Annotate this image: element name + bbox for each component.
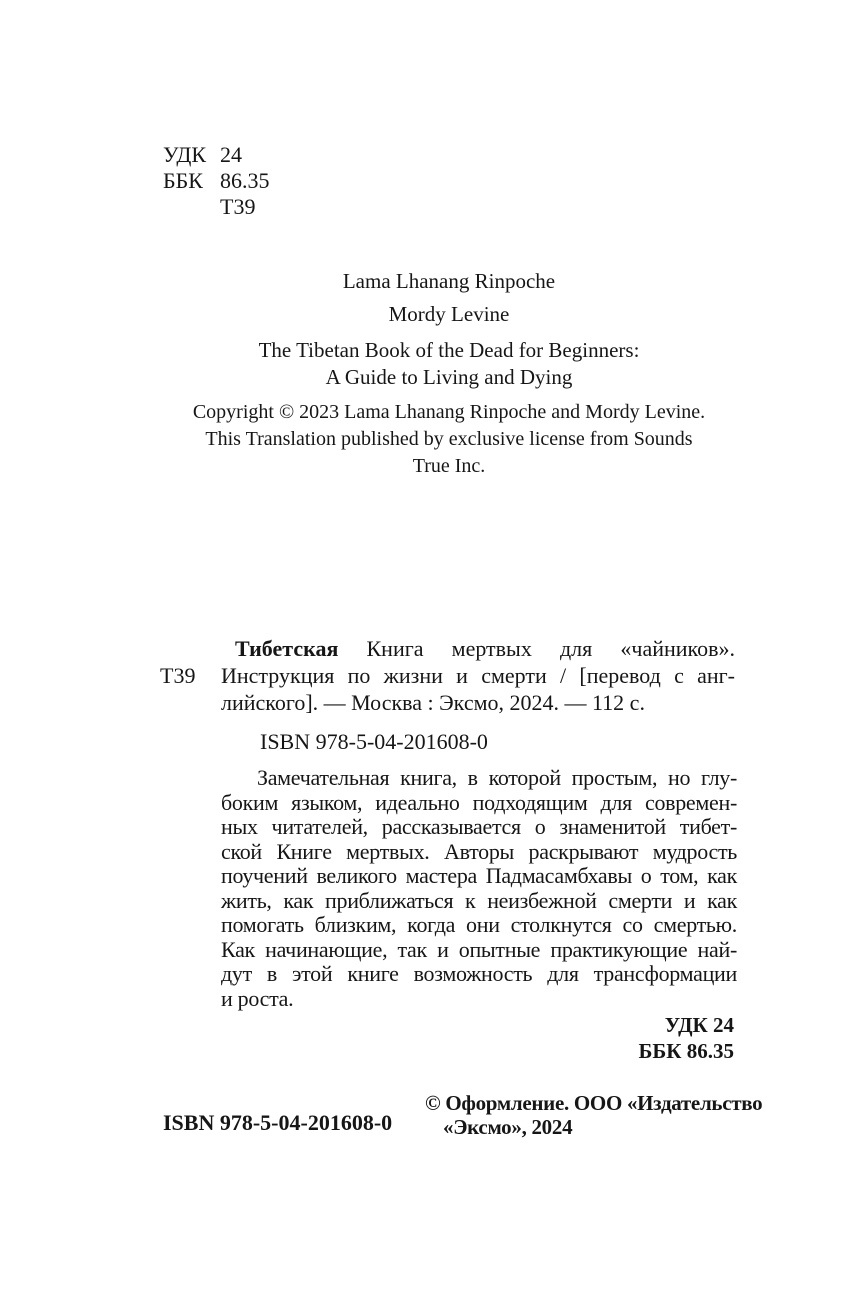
bib-line bbox=[221, 635, 735, 662]
author-sign: Т39 bbox=[220, 194, 256, 219]
original-title bbox=[163, 337, 735, 391]
bbk-line bbox=[163, 168, 270, 194]
author-name: Mordy Levine bbox=[388, 302, 510, 326]
author-sign-margin: Т39 bbox=[160, 663, 196, 688]
bib-line: лийского]. — Москва : Эксмо, 2024. — 112 с. bbox=[221, 690, 645, 715]
udk-line bbox=[163, 142, 270, 168]
bbk-label: ББК bbox=[163, 168, 203, 193]
copyright-line: This Translation published by exclusive license from Sounds bbox=[205, 428, 693, 450]
udk-value: 24 bbox=[220, 142, 242, 167]
bbk-bottom: ББК 86.35 bbox=[638, 1039, 734, 1063]
annotation-line: ской Книге мертвых. Авторы раскрывают мудрость bbox=[221, 838, 737, 864]
bib-line: Инструкция по жизни и смерти / [перевод с анг- bbox=[221, 663, 735, 688]
copyright-notice bbox=[163, 399, 735, 480]
annotation-line: ных читателей, рассказывается о знаменитой тибет- bbox=[221, 814, 737, 839]
bibliographic-record bbox=[160, 635, 735, 755]
udk-label: УДК bbox=[163, 142, 207, 167]
classification-codes-top bbox=[163, 142, 270, 220]
design-copyright-line: «Эксмо», 2024 bbox=[443, 1115, 573, 1139]
annotation-line: Как начинающие, так и опытные практикующие най- bbox=[221, 936, 737, 962]
bbk-value: 86.35 bbox=[220, 168, 270, 193]
bib-title-rest: Книга мертвых для «чайников». bbox=[338, 636, 735, 661]
isbn-footer: ISBN 978-5-04-201608-0 bbox=[163, 1110, 393, 1135]
annotation-paragraph bbox=[221, 766, 737, 1011]
isbn-record: ISBN 978-5-04-201608-0 bbox=[260, 729, 488, 754]
design-copyright bbox=[425, 1091, 762, 1139]
copyright-line: Copyright © 2023 Lama Lhanang Rinpoche and Mordy Levine. bbox=[192, 401, 706, 423]
annotation-line: и роста. bbox=[221, 985, 294, 1011]
author-name: Lama Lhanang Rinpoche bbox=[342, 269, 556, 293]
design-copyright-line: © Оформление. ООО «Издательство bbox=[425, 1091, 763, 1115]
annotation-line: жить, как приближаться к неизбежной смерти и как bbox=[221, 887, 737, 913]
udk-bottom: УДК 24 bbox=[664, 1013, 734, 1037]
copyright-line: True Inc. bbox=[412, 455, 486, 477]
original-title-line: A Guide to Living and Dying bbox=[325, 365, 573, 389]
annotation-line: Замечательная книга, в которой простым, но глу- bbox=[257, 765, 737, 790]
classification-codes-bottom bbox=[639, 1012, 735, 1064]
author-sign-line bbox=[163, 194, 270, 220]
bib-title-bold: Тибетская bbox=[235, 636, 339, 661]
annotation-line: поучений великого мастера Падмасамбхавы о том, как bbox=[221, 863, 737, 888]
annotation-line: дут в этой книге возможность для трансформации bbox=[221, 961, 737, 986]
original-title-line: The Tibetan Book of the Dead for Beginners: bbox=[258, 338, 640, 362]
annotation-line: помогать близким, когда они столкнутся со смертью. bbox=[221, 912, 737, 937]
annotation-line: боким языком, идеально подходящим для современ- bbox=[221, 789, 737, 815]
original-edition-block bbox=[163, 268, 735, 480]
